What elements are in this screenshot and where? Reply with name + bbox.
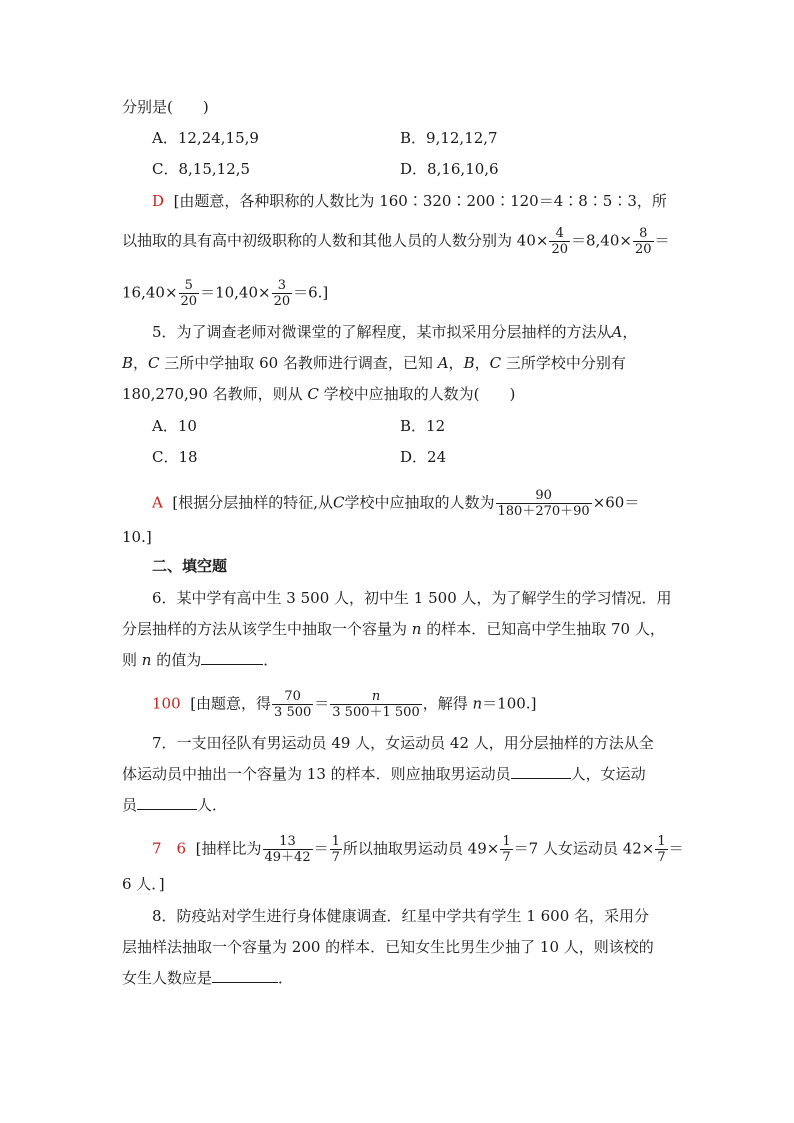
fraction: $\frac{3}{20}$: [273, 278, 291, 309]
fraction: $\frac{13}{49+42}$: [264, 834, 311, 865]
q4-option-d: D．8,16,10,6: [400, 160, 499, 178]
q5-option-d: D．24: [400, 448, 447, 466]
q6-stem-line3: 则 n 的值为 ．: [122, 651, 279, 669]
q5-solution-line1: A [根据分层抽样的特征,从C学校中应抽取的人数为 $\frac{90}{180+270+90}$ ×60＝: [152, 488, 640, 519]
section-title: 二、填空题: [152, 557, 228, 575]
q4-solution-line1: D [由题意，各种职称的人数比为 160∶320∶200∶120＝4∶8∶5∶3，所: [152, 192, 667, 210]
q5-stem-line2: B，C 三所中学抽取 60 名教师进行调查，已知 A，B，C 三所学校中分别有: [122, 354, 626, 372]
q6-stem-line1: 6．某中学有高中生 3 500 人，初中生 1 500 人，为了解学生的学习情况．用: [152, 589, 672, 607]
answer-blank[interactable]: [201, 650, 263, 665]
q4-option-c: C．8,15,12,5: [152, 160, 251, 178]
fraction: $\frac{1}{7}$: [502, 834, 511, 865]
q5-answer: A: [152, 493, 163, 512]
q5-solution-line2: 10.]: [122, 528, 152, 546]
q7-stem-line1: 7．一支田径队有男运动员 49 人，女运动员 42 人，用分层抽样的方法从全: [152, 734, 654, 752]
fraction: $\frac{90}{180+270+90}$: [497, 488, 590, 519]
fraction: $\frac{1}{7}$: [331, 834, 340, 865]
answer-blank[interactable]: [511, 764, 571, 779]
q4-solution-line2: 以抽取的具有高中初级职称的人数和其他人员的人数分别为 40× $\frac{4}{20}$ ＝8,40× $\frac{8}{20}$ ＝: [122, 226, 670, 257]
fraction: $\frac{8}{20}$: [634, 226, 652, 257]
q7-answer: 7 6: [152, 839, 187, 858]
q6-stem-line2: 分层抽样的方法从该学生中抽取一个容量为 n 的样本．已知高中学生抽取 70 人，: [122, 620, 665, 638]
fraction: $\frac{70}{3 500}$: [274, 689, 312, 720]
q4-option-a: A．12,24,15,9: [152, 129, 259, 147]
q7-stem-line3: 员 人．: [122, 796, 228, 814]
q8-stem-line3: 女生人数应是 ．: [122, 969, 294, 987]
fraction: $\frac{4}{20}$: [551, 226, 568, 257]
q8-stem-line2: 层抽样法抽取一个容量为 200 的样本．已知女生比男生少抽了 10 人，则该校的: [122, 938, 654, 956]
q7-solution-line2: 6 人．]: [122, 875, 165, 893]
q7-stem-line2: 体运动员中抽出一个容量为 13 的样本．则应抽取男运动员 人，女运动: [122, 765, 646, 783]
fraction: $\frac{n}{3 500+1 500}$: [332, 689, 420, 720]
q7-solution-line1: 7 6 [抽样比为 $\frac{13}{49+42}$ ＝ $\frac{1}{7}$ 所以抽取男运动员 49× $\frac{1}{7}$ ＝7 人女运动员 42× $\frac{1}{7}$ ＝: [152, 834, 684, 865]
q8-stem-line1: 8．防疫站对学生进行身体健康调查．红星中学共有学生 1 600 名，采用分: [152, 907, 650, 925]
answer-blank[interactable]: [137, 795, 197, 810]
q6-answer: 100: [152, 694, 181, 713]
q5-option-a: A．10: [152, 417, 197, 435]
q4-stem-tail: 分别是( ): [122, 98, 209, 116]
fraction: $\frac{1}{7}$: [657, 834, 666, 865]
q5-stem-line1: 5．为了调查老师对微课堂的了解程度，某市拟采用分层抽样的方法从A，: [152, 323, 638, 341]
q5-option-b: B．12: [400, 417, 446, 435]
q5-option-c: C．18: [152, 448, 198, 466]
answer-blank[interactable]: [212, 968, 278, 983]
q6-solution: 100 [由题意，得 $\frac{70}{3 500}$ ＝ $\frac{n}{3 500+1 500}$ ，解得 n＝100.]: [152, 689, 537, 720]
q4-solution-line3: 16,40× $\frac{5}{20}$ ＝10,40× $\frac{3}{20}$ ＝6.]: [122, 278, 329, 309]
fraction: $\frac{5}{20}$: [180, 278, 198, 309]
q4-answer: D: [152, 192, 165, 210]
q5-stem-line3: 180,270,90 名教师，则从 C 学校中应抽取的人数为( ): [122, 385, 516, 403]
q4-option-b: B．9,12,12,7: [400, 129, 498, 147]
